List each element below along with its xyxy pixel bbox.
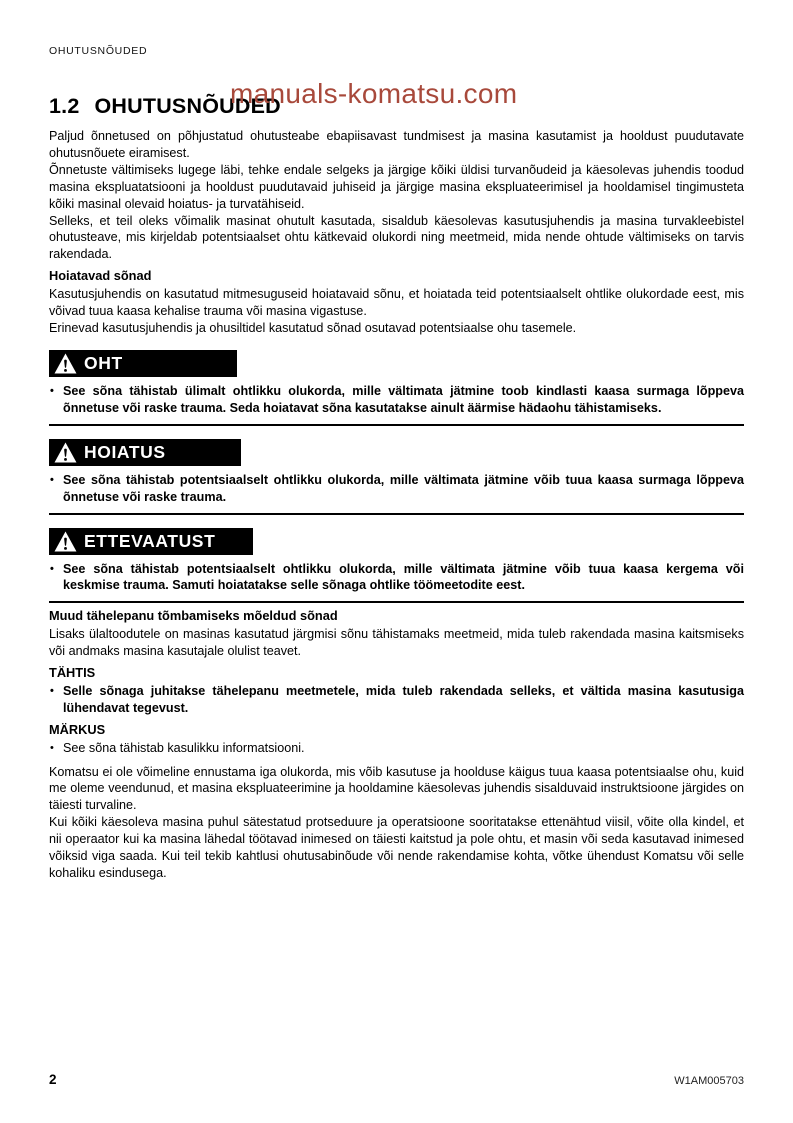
- warning-text: See sõna tähistab ülimalt ohtlikku olukorda, mille vältimata jätmine toob kindlasti kaasa surmaga lõppeva õnnetuse või raske trauma. Seda hoiatavat sõna kasutatakse ainult äärmise hädaohu tähistamiseks.: [63, 383, 744, 415]
- danger-sign: [49, 350, 237, 377]
- warning-bullet-item: [49, 472, 744, 506]
- running-header: OHUTUSNÕUDED: [49, 45, 148, 57]
- markus-bullet-item: [49, 740, 744, 757]
- warning-triangle-icon: [54, 531, 77, 552]
- section-divider: [49, 424, 744, 426]
- tahtis-text: Selle sõnaga juhitakse tähelepanu meetmetele, mida tuleb rakendada selleks, et vältida masina kasutusiga lühendavat tegevust.: [63, 683, 744, 715]
- section-number: 1.2: [49, 94, 80, 118]
- bullet-icon: •: [50, 473, 54, 486]
- attention-heading: Muud tähelepanu tõmbamiseks mõeldud sõnad: [49, 608, 338, 624]
- page-footer: [49, 1072, 744, 1087]
- danger-sign: [49, 439, 241, 466]
- intro-paragraph: Selleks, et teil oleks võimalik masinat ohutult kasutada, sisaldub käesolevas kasutusjuhendis ja masina turvakleebistel ohutusteave, mis kirjeldab potentsiaalset ohtu kätkevaid olukordi ning meetmeid, mida nende ohtude vältimiseks on tarvis rakendada.: [49, 213, 744, 262]
- danger-sign: [49, 528, 253, 555]
- tahtis-heading: TÄHTIS: [49, 665, 96, 681]
- warning-triangle-icon: [54, 353, 77, 374]
- warning-text: See sõna tähistab potentsiaalselt ohtlikku olukorda, mille vältimata jätmine võib tuua kaasa surmaga lõppeva õnnetuse või raske trauma.: [63, 472, 744, 504]
- warning-bullet-item: [49, 383, 744, 417]
- warning-text: See sõna tähistab potentsiaalselt ohtlikku olukorda, mille vältimata jätmine võib tuua kaasa kergema või keskmise trauma. Samuti hoiatatakse selle sõnaga ohtlike töömeetodite eest.: [63, 561, 744, 593]
- bullet-icon: •: [50, 562, 54, 575]
- markus-text: See sõna tähistab kasulikku informatsiooni.: [63, 740, 305, 755]
- signal-words-paragraph: Kasutusjuhendis on kasutatud mitmesuguseid hoiatavaid sõnu, et hoiatada teid potentsiaalselt ohtlike olukordade eest, mis võivad tuua kaasa kehalise trauma või masina vigastuse.: [49, 287, 744, 319]
- bullet-icon: •: [50, 684, 54, 697]
- section-title-text: OHUTUSNÕUDED: [94, 94, 281, 118]
- attention-intro: Lisaks ülaltoodutele on masinas kasutatud järgmisi sõnu tähistamaks meetmeid, mida tuleb rakendada masina kaitsmiseks või andmaks masina kasutajale olulist teavet.: [49, 627, 744, 659]
- footer-doc-code: W1AM005703: [674, 1075, 744, 1087]
- warning-bullet-item: [49, 561, 744, 595]
- closing-paragraph: Komatsu ei ole võimeline ennustama iga olukorda, mis võib kasutuse ja hoolduse käigus tuua kaasa potentsiaalse ohu, kuid me oleme veendunud, et masina ekspluateerimine ja hooldamine käesolevas juhendis sisalduvaid instruktsioone järgides on täiesti turvaline.: [49, 764, 744, 813]
- section-divider: [49, 513, 744, 515]
- section-divider: [49, 601, 744, 603]
- intro-paragraph: Paljud õnnetused on põhjustatud ohutusteabe ebapiisavast tundmisest ja masina kasutamist ja hooldust puudutavate ohutusnõuete eiramisest.: [49, 129, 744, 160]
- danger-section-oht: [49, 350, 744, 426]
- markus-heading: MÄRKUS: [49, 721, 106, 737]
- danger-sign-label: ETTEVAATUST: [84, 530, 216, 551]
- intro-paragraph: Õnnetuste vältimiseks lugege läbi, tehke endale selgeks ja järgige kõiki üldisi turvanõudeid ja käesolevas juhendis toodud masina ekspluatatsiooni ja hooldust puudutavaid juhiseid ja järgige masina ekspluateerimisel ja hooldamisel tingimusteta kõiki masinal olevaid hoiatus- ja turvatähiseid.: [49, 162, 744, 211]
- watermark-text: manuals-komatsu.com: [230, 78, 518, 109]
- footer-page-number: 2: [49, 1072, 57, 1087]
- closing-paragraph: Kui kõiki käesoleva masina puhul sätestatud protseduure ja operatsioone sooritatakse ettenähtud viisil, võite olla kindel, et nii operaator kui ka masina lähedal töötavad inimesed on täiesti kaitstud ja pole ohtu, et masin või seda kasutavad inimesed võiksid viga saada. Kui teil tekib kahtlusi ohutusabinõude või nende rakendamise kohta, võtke ühendust Komatsu või selle kohaliku esindusega.: [49, 815, 744, 880]
- danger-sign-label: HOIATUS: [84, 441, 166, 462]
- tahtis-bullet-item: [49, 683, 744, 717]
- danger-section-hoiatus: [49, 439, 744, 515]
- bullet-icon: •: [50, 741, 54, 754]
- bullet-icon: •: [50, 384, 54, 397]
- danger-sign-label: OHT: [84, 352, 123, 373]
- danger-section-ettevaatust: [49, 528, 744, 604]
- warning-triangle-icon: [54, 442, 77, 463]
- signal-words-paragraph: Erinevad kasutusjuhendis ja ohusiltidel kasutatud sõnad osutavad potentsiaalse ohu tasemele.: [49, 320, 577, 335]
- signal-words-heading: Hoiatavad sõnad: [49, 268, 152, 284]
